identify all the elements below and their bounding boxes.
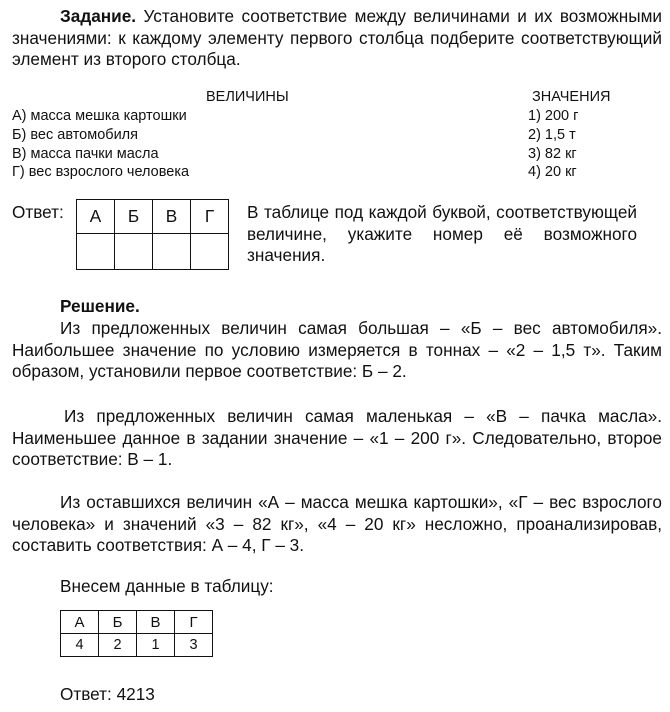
- solution-paragraph-2: Из предложенных величин самая маленькая – «В – пачка масла». Наименьшее данное в задании значение – «1 – 200 г». Следовательно, второе соответствие: В – 1.: [12, 406, 662, 469]
- answer-instruction: В таблице под каждой буквой, соответствующей величине, укажите номер её возможного значения.: [247, 202, 637, 265]
- quantities-header: ВЕЛИЧИНЫ: [206, 89, 289, 105]
- answer-table: [76, 199, 229, 270]
- value-2: 2) 1,5 т: [528, 127, 576, 143]
- answer-header-v: В: [153, 200, 191, 234]
- value-3: 3) 82 кг: [528, 146, 577, 162]
- answer-header-a: А: [77, 200, 115, 234]
- answer-header-b: Б: [115, 200, 153, 234]
- quantity-a: А) масса мешка картошки: [12, 108, 187, 124]
- answer-cell-v[interactable]: [153, 234, 191, 270]
- table-intro: Внесем данные в таблицу:: [60, 576, 274, 596]
- filled-header-v: В: [137, 611, 175, 634]
- final-answer: Ответ: 4213: [60, 684, 155, 704]
- answer-label: Ответ:: [12, 202, 64, 222]
- value-4: 4) 20 кг: [528, 164, 577, 180]
- quantity-g: Г) вес взрослого человека: [12, 164, 190, 180]
- solution-heading: Решение.: [60, 296, 140, 316]
- values-header: ЗНАЧЕНИЯ: [532, 89, 611, 105]
- quantity-v: В) масса пачки масла: [12, 146, 159, 162]
- filled-value-g: 3: [175, 634, 213, 657]
- filled-value-a: 4: [61, 634, 99, 657]
- answer-cell-g[interactable]: [191, 234, 229, 270]
- filled-value-v: 1: [137, 634, 175, 657]
- answer-cell-b[interactable]: [115, 234, 153, 270]
- filled-header-b: Б: [99, 611, 137, 634]
- answer-header-g: Г: [191, 200, 229, 234]
- task-heading: Задание.: [60, 6, 137, 26]
- task-text: Установите соответствие между величинами и их возможными значениями: к каждому элементу первого столбца подберите соответствующий элемент из второго столбца.: [12, 6, 662, 69]
- filled-value-b: 2: [99, 634, 137, 657]
- quantity-b: Б) вес автомобиля: [12, 127, 138, 143]
- answer-cell-a[interactable]: [77, 234, 115, 270]
- solution-paragraph-1: Из предложенных величин самая большая – «Б – вес автомобиля». Наибольшее значение по условию измеряется в тоннах – «2 – 1,5 т». Таким образом, установили первое соответствие: Б – 2.: [12, 318, 662, 381]
- filled-answer-table: [60, 610, 213, 657]
- task-paragraph: [12, 6, 662, 71]
- value-1: 1) 200 г: [528, 108, 579, 124]
- filled-header-a: А: [61, 611, 99, 634]
- solution-paragraph-3: Из оставшихся величин «А – масса мешка картошки», «Г – вес взрослого человека» и значений «3 – 82 кг», «4 – 20 кг» несложно, проанализировав, составить соответствия: А – 4, Г – 3.: [12, 492, 662, 555]
- filled-header-g: Г: [175, 611, 213, 634]
